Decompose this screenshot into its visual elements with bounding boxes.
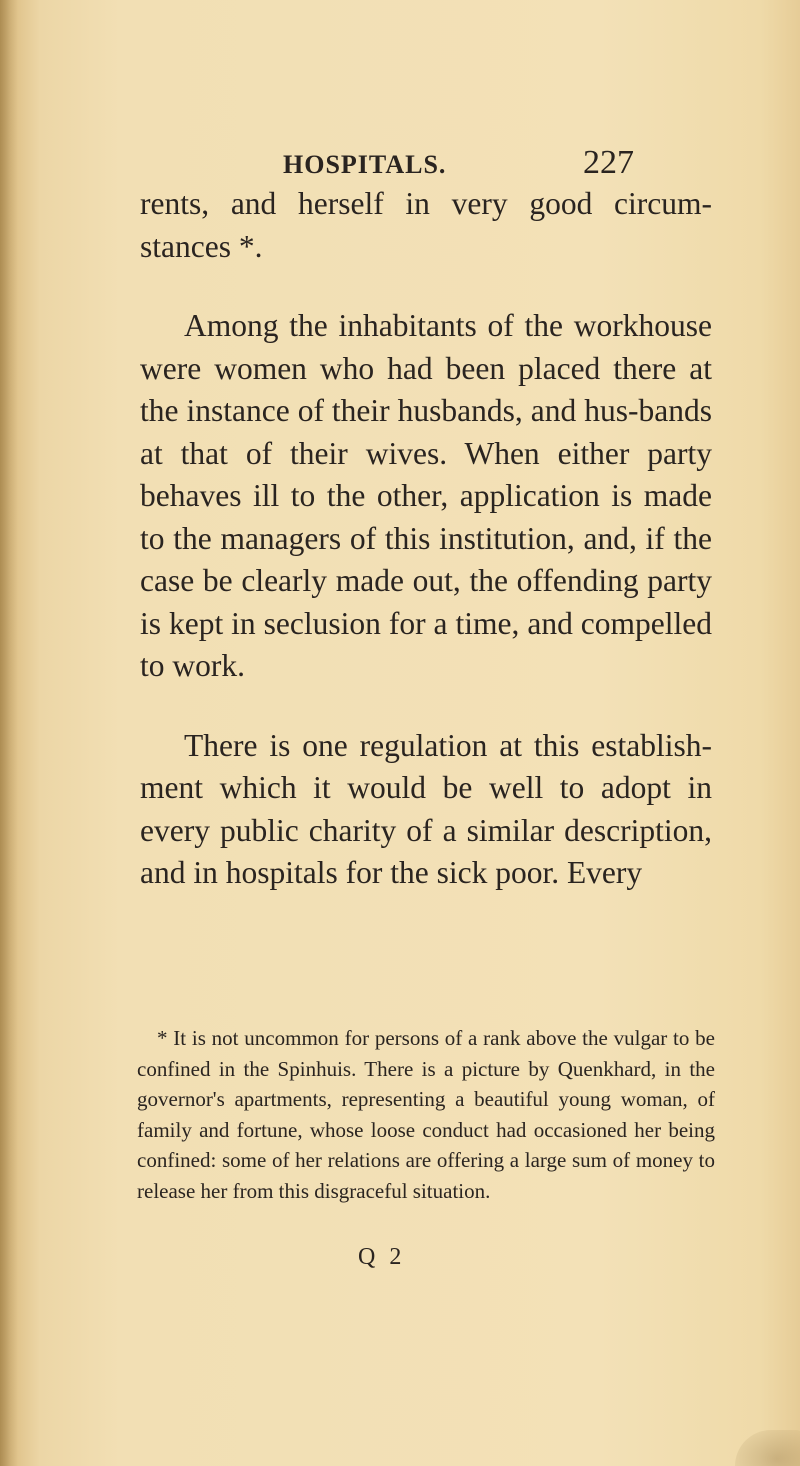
page-header [0,144,800,188]
spine-shadow [0,0,18,1466]
paragraph-continuation: rents, and herself in very good circum-stances *. [140,186,712,264]
footnote: * It is not uncommon for persons of a rank above the vulgar to be confined in the Spinhuis. There is a picture by Quenkhard, in the governor's apartments, representing a beautiful young woman, of family and fortune, whose loose conduct had occasioned her being confined: some of her relations are offering a large sum of money to release her from this disgraceful situation. [137,1026,715,1203]
running-head: HOSPITALS. [283,150,447,179]
paragraph-workhouse: Among the inhabitants of the workhouse were women who had been placed there at the instance of their husbands, and hus-bands at that of their wives. When either party behaves ill to the other, application is made to the managers of this institution, and, if the case be clearly made out, the offending party is kept in seclusion for a time, and compelled to work. [140,308,712,683]
signature-mark: Q 2 [358,1244,406,1270]
page-number: 227 [583,144,634,181]
paragraph-regulation: There is one regulation at this establish-ment which it would be well to adopt in every public charity of a similar description, and in hospitals for the sick poor. Every [140,727,712,890]
body-text [140,183,712,932]
page-stain [735,1430,800,1466]
